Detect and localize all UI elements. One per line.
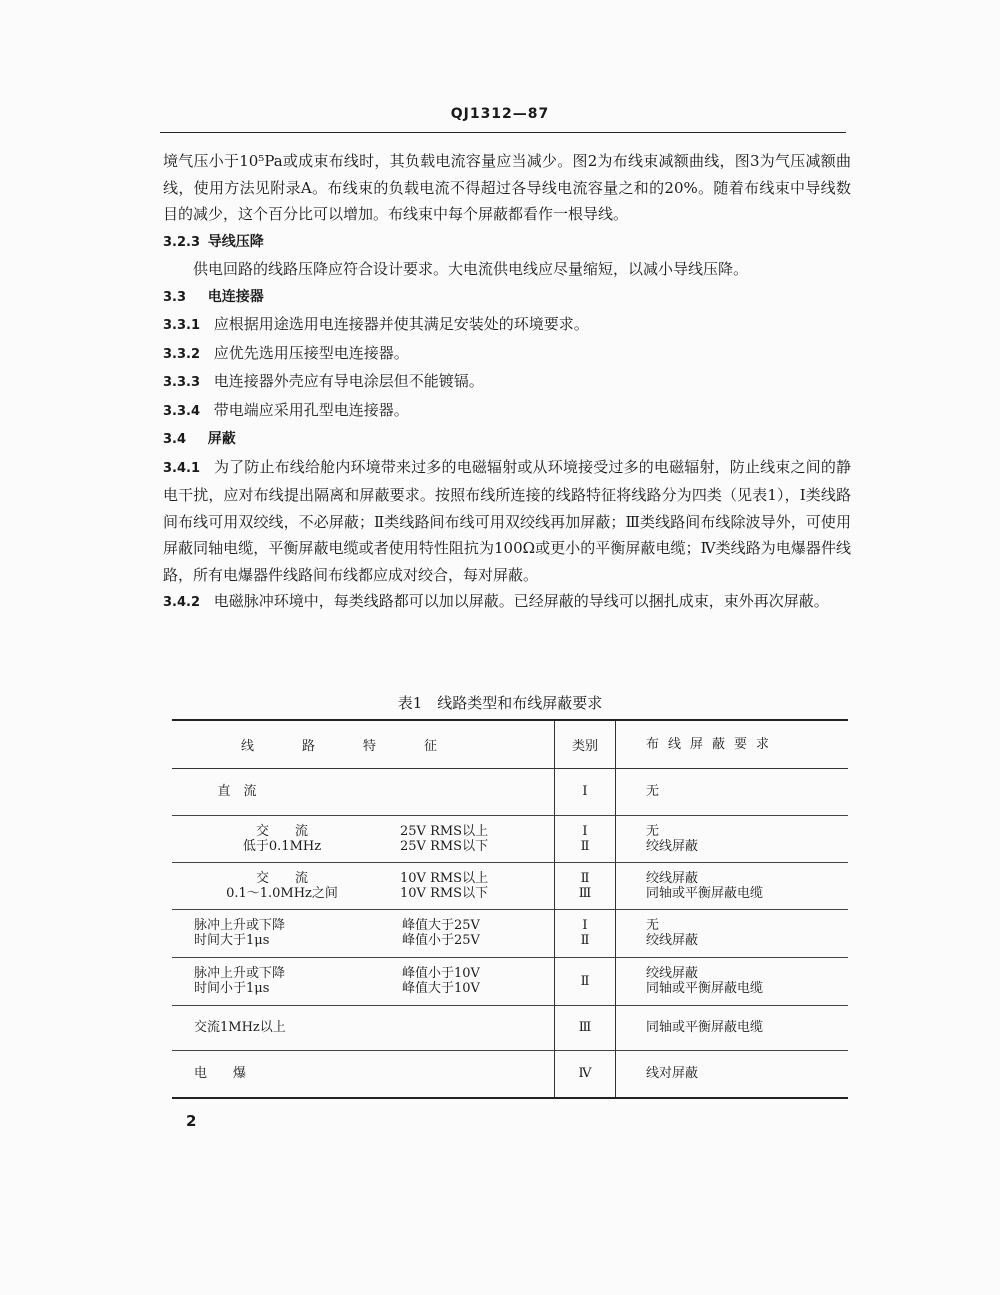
row-class: Ⅳ bbox=[555, 1050, 616, 1098]
section-3-4-heading bbox=[163, 425, 851, 454]
section-number: 3.3.3 bbox=[163, 375, 201, 390]
section-number: 3.3 bbox=[163, 289, 187, 305]
row-condition: 10V RMS以下 bbox=[400, 885, 489, 901]
row-requirement: 无 bbox=[646, 823, 660, 839]
row-condition: 25V RMS以下 bbox=[400, 838, 489, 854]
section-number: 3.3.4 bbox=[163, 403, 201, 419]
section-number: 3.2.3 bbox=[163, 234, 201, 250]
row-requirement: 同轴或平衡屏蔽电缆 bbox=[646, 981, 764, 996]
header-class: 类别 bbox=[555, 720, 616, 768]
section-3-3-4 bbox=[163, 397, 851, 426]
page-number: 2 bbox=[186, 1112, 197, 1130]
paragraph-continuation: 境气压小于10⁵Pa或成束布线时，其负载电流容量应当减少。图2为布线束减额曲线，图3为气压减额曲线，使用方法见附录A。布线束的负载电流不得超过各导线电流容量之和的20%。随着布线束中导线数目的减少，这个百分比可以增加。布线束中每个屏蔽都看作一根导线。 bbox=[163, 152, 851, 223]
row-characteristic: 交流1MHz以上 bbox=[194, 1020, 286, 1035]
section-number: 3.4.1 bbox=[163, 460, 201, 476]
row-class: Ⅱ bbox=[555, 957, 616, 1005]
row-requirement: 无 bbox=[616, 768, 849, 815]
row-condition: 峰值大于10V bbox=[402, 981, 480, 996]
row-requirement: 无 bbox=[646, 918, 660, 933]
row-requirement: 绞线屏蔽 bbox=[646, 933, 699, 948]
row-condition: 峰值小于10V bbox=[402, 966, 480, 981]
row-class: Ⅱ bbox=[580, 838, 590, 854]
row-characteristic: 脉冲上升或下降 bbox=[194, 918, 286, 933]
row-requirement: 绞线屏蔽 bbox=[646, 870, 699, 886]
section-title: 屏蔽 bbox=[207, 431, 236, 447]
table-row bbox=[172, 815, 848, 862]
section-number: 3.3.2 bbox=[163, 346, 201, 362]
row-class: Ⅲ bbox=[555, 1005, 616, 1050]
section-number: 3.3.1 bbox=[163, 318, 201, 333]
table-row bbox=[172, 909, 848, 957]
row-class: Ⅰ bbox=[555, 768, 616, 815]
section-title: 电连接器 bbox=[207, 288, 264, 305]
section-3-4-1 bbox=[163, 454, 851, 589]
row-class: Ⅲ bbox=[578, 885, 592, 901]
row-class: Ⅰ bbox=[582, 918, 588, 933]
row-characteristic: 脉冲上升或下降 bbox=[194, 966, 286, 981]
row-requirement: 绞线屏蔽 bbox=[646, 966, 699, 981]
row-characteristic-sub: 低于0.1MHz bbox=[242, 838, 322, 854]
section-3-3-3 bbox=[163, 368, 851, 397]
section-text: 电磁脉冲环境中，每类线路都可以加以屏蔽。已经屏蔽的导线可以捆扎成束，束外再次屏蔽。 bbox=[213, 592, 829, 610]
table-row bbox=[172, 957, 848, 1005]
table-row bbox=[172, 1005, 848, 1050]
header-rule bbox=[160, 132, 846, 133]
row-characteristic: 交 流 bbox=[255, 823, 308, 839]
row-characteristic: 直 流 bbox=[217, 784, 257, 799]
section-3-3-2 bbox=[163, 340, 851, 369]
section-text: 应根据用途选用电连接器并使其满足安装处的环境要求。 bbox=[213, 315, 589, 333]
table-row bbox=[172, 862, 848, 909]
section-3-3-1 bbox=[163, 311, 851, 340]
row-class: Ⅱ bbox=[580, 870, 590, 886]
section-title: 导线压降 bbox=[207, 233, 264, 250]
section-3-2-3-text: 供电回路的线路压降应符合设计要求。大电流供电线应尽量缩短，以减小导线压降。 bbox=[193, 260, 749, 278]
document-code: QJ1312—87 bbox=[450, 106, 550, 122]
section-3-3-heading bbox=[163, 283, 851, 312]
row-condition: 峰值小于25V bbox=[402, 933, 480, 948]
body-text bbox=[163, 148, 851, 617]
row-characteristic-sub: 时间大于1μs bbox=[194, 933, 270, 948]
row-condition: 10V RMS以上 bbox=[400, 870, 489, 886]
row-class: Ⅰ bbox=[582, 823, 588, 839]
table-row bbox=[172, 1050, 848, 1098]
section-number: 3.4 bbox=[163, 432, 187, 447]
section-text: 电连接器外壳应有导电涂层但不能镀镉。 bbox=[213, 372, 484, 390]
row-requirement: 线对屏蔽 bbox=[616, 1050, 849, 1098]
row-condition: 25V RMS以上 bbox=[400, 823, 489, 839]
row-class: Ⅱ bbox=[580, 933, 590, 948]
table-header-row bbox=[172, 720, 848, 768]
section-text: 应优先选用压接型电连接器。 bbox=[213, 343, 409, 362]
row-requirement: 同轴或平衡屏蔽电缆 bbox=[616, 1005, 849, 1050]
row-characteristic: 交 流 bbox=[255, 870, 308, 886]
header-shielding-requirement: 布线屏蔽要求 bbox=[616, 720, 849, 768]
section-text: 带电端应采用孔型电连接器。 bbox=[213, 400, 409, 419]
row-condition: 峰值大于25V bbox=[402, 918, 480, 933]
row-requirement: 绞线屏蔽 bbox=[646, 838, 699, 854]
circuit-shielding-table bbox=[172, 719, 848, 1099]
header-circuit-characteristics: 线路特征 bbox=[240, 738, 485, 754]
section-3-2-3-heading bbox=[163, 228, 851, 257]
row-characteristic-sub: 时间小于1μs bbox=[194, 981, 270, 996]
row-requirement: 同轴或平衡屏蔽电缆 bbox=[646, 885, 764, 901]
section-3-4-2 bbox=[163, 588, 851, 617]
section-number: 3.4.2 bbox=[163, 595, 201, 610]
table-caption: 表1 线路类型和布线屏蔽要求 bbox=[397, 694, 603, 712]
row-characteristic: 电 爆 bbox=[194, 1066, 247, 1082]
section-text: 为了防止布线给舱内环境带来过多的电磁辐射或从环境接受过多的电磁辐射，防止线束之间的静电干扰，应对布线提出隔离和屏蔽要求。按照布线所连接的线路特征将线路分为四类（见表1），Ⅰ类线路间布线可用双绞线，不必屏蔽；Ⅱ类线路间布线可用双绞线再加屏蔽；Ⅲ类线路间布线除波导外，可使用屏蔽同轴电缆，平衡屏蔽电缆或者使用特性阻抗为100Ω或更小的平衡屏蔽电缆；Ⅳ类线路为电爆器件线路，所有电爆器件线路间布线都应成对绞合，每对屏蔽。 bbox=[163, 457, 851, 584]
table-row bbox=[172, 768, 848, 815]
row-characteristic-sub: 0.1～1.0MHz之间 bbox=[226, 885, 338, 901]
